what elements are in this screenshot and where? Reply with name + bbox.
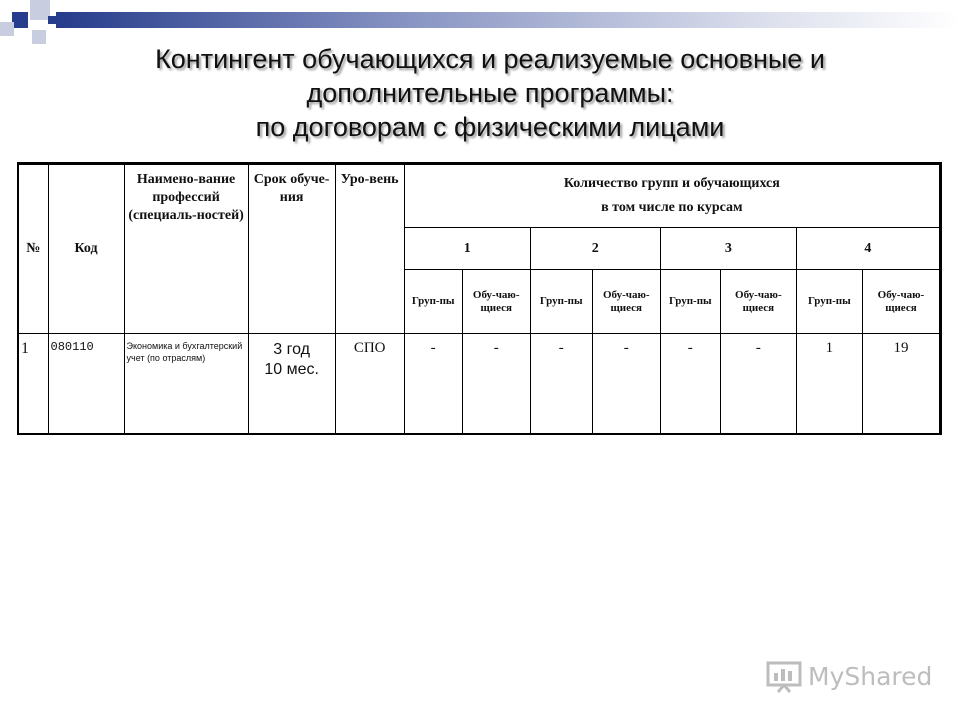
contingent-table (17, 162, 942, 435)
header-count-line1: Количество групп и обучающихся (563, 176, 780, 191)
header-level: Уро-вень (335, 164, 404, 334)
presentation-board-icon (766, 659, 802, 693)
row-cell: 1 (796, 334, 862, 434)
header-num: № (18, 164, 48, 334)
deco-square (32, 30, 46, 44)
header-gradient-bar (56, 12, 960, 28)
course-header: 1 (404, 228, 530, 270)
slide-title (60, 42, 920, 144)
row-term-years: 3 год (273, 341, 310, 358)
header-name: Наимено-вание профессий (специаль-ностей) (124, 164, 248, 334)
row-code: 080110 (48, 334, 124, 434)
row-num: 1 (18, 334, 48, 434)
watermark (766, 656, 932, 696)
title-line-2: дополнительные программы: (306, 78, 674, 108)
deco-square (12, 12, 28, 28)
course-header: 4 (796, 228, 940, 270)
row-term (248, 334, 335, 434)
row-cell: - (404, 334, 462, 434)
row-cell: - (462, 334, 530, 434)
title-line-1: Контингент обучающихся и реализуемые основные и (155, 44, 825, 74)
students-header: Обу-чаю-щиеся (592, 270, 660, 334)
table-row (18, 334, 941, 434)
students-header: Обу-чаю-щиеся (862, 270, 940, 334)
header-term: Срок обуче-ния (248, 164, 335, 334)
students-header: Обу-чаю-щиеся (720, 270, 796, 334)
row-cell: - (592, 334, 660, 434)
row-cell: - (530, 334, 592, 434)
watermark-text: MyShared (808, 661, 933, 691)
deco-square (0, 22, 14, 36)
deco-square (30, 0, 50, 20)
row-cell: - (720, 334, 796, 434)
header-code: Код (48, 164, 124, 334)
course-header: 2 (530, 228, 660, 270)
students-header: Обу-чаю-щиеся (462, 270, 530, 334)
row-level: СПО (335, 334, 404, 434)
row-term-months: 10 мес. (264, 361, 319, 378)
deco-square (48, 16, 56, 24)
row-name: Экономика и бухгалтерский учет (по отраслям) (124, 334, 248, 434)
row-cell: - (660, 334, 720, 434)
header-count-line2: в том числе по курсам (601, 200, 743, 215)
title-line-3: по договорам с физическими лицами (255, 112, 725, 142)
groups-header: Груп-пы (530, 270, 592, 334)
groups-header: Груп-пы (796, 270, 862, 334)
row-cell: 19 (862, 334, 940, 434)
groups-header: Груп-пы (404, 270, 462, 334)
course-header: 3 (660, 228, 796, 270)
groups-header: Груп-пы (660, 270, 720, 334)
header-count (404, 164, 940, 228)
